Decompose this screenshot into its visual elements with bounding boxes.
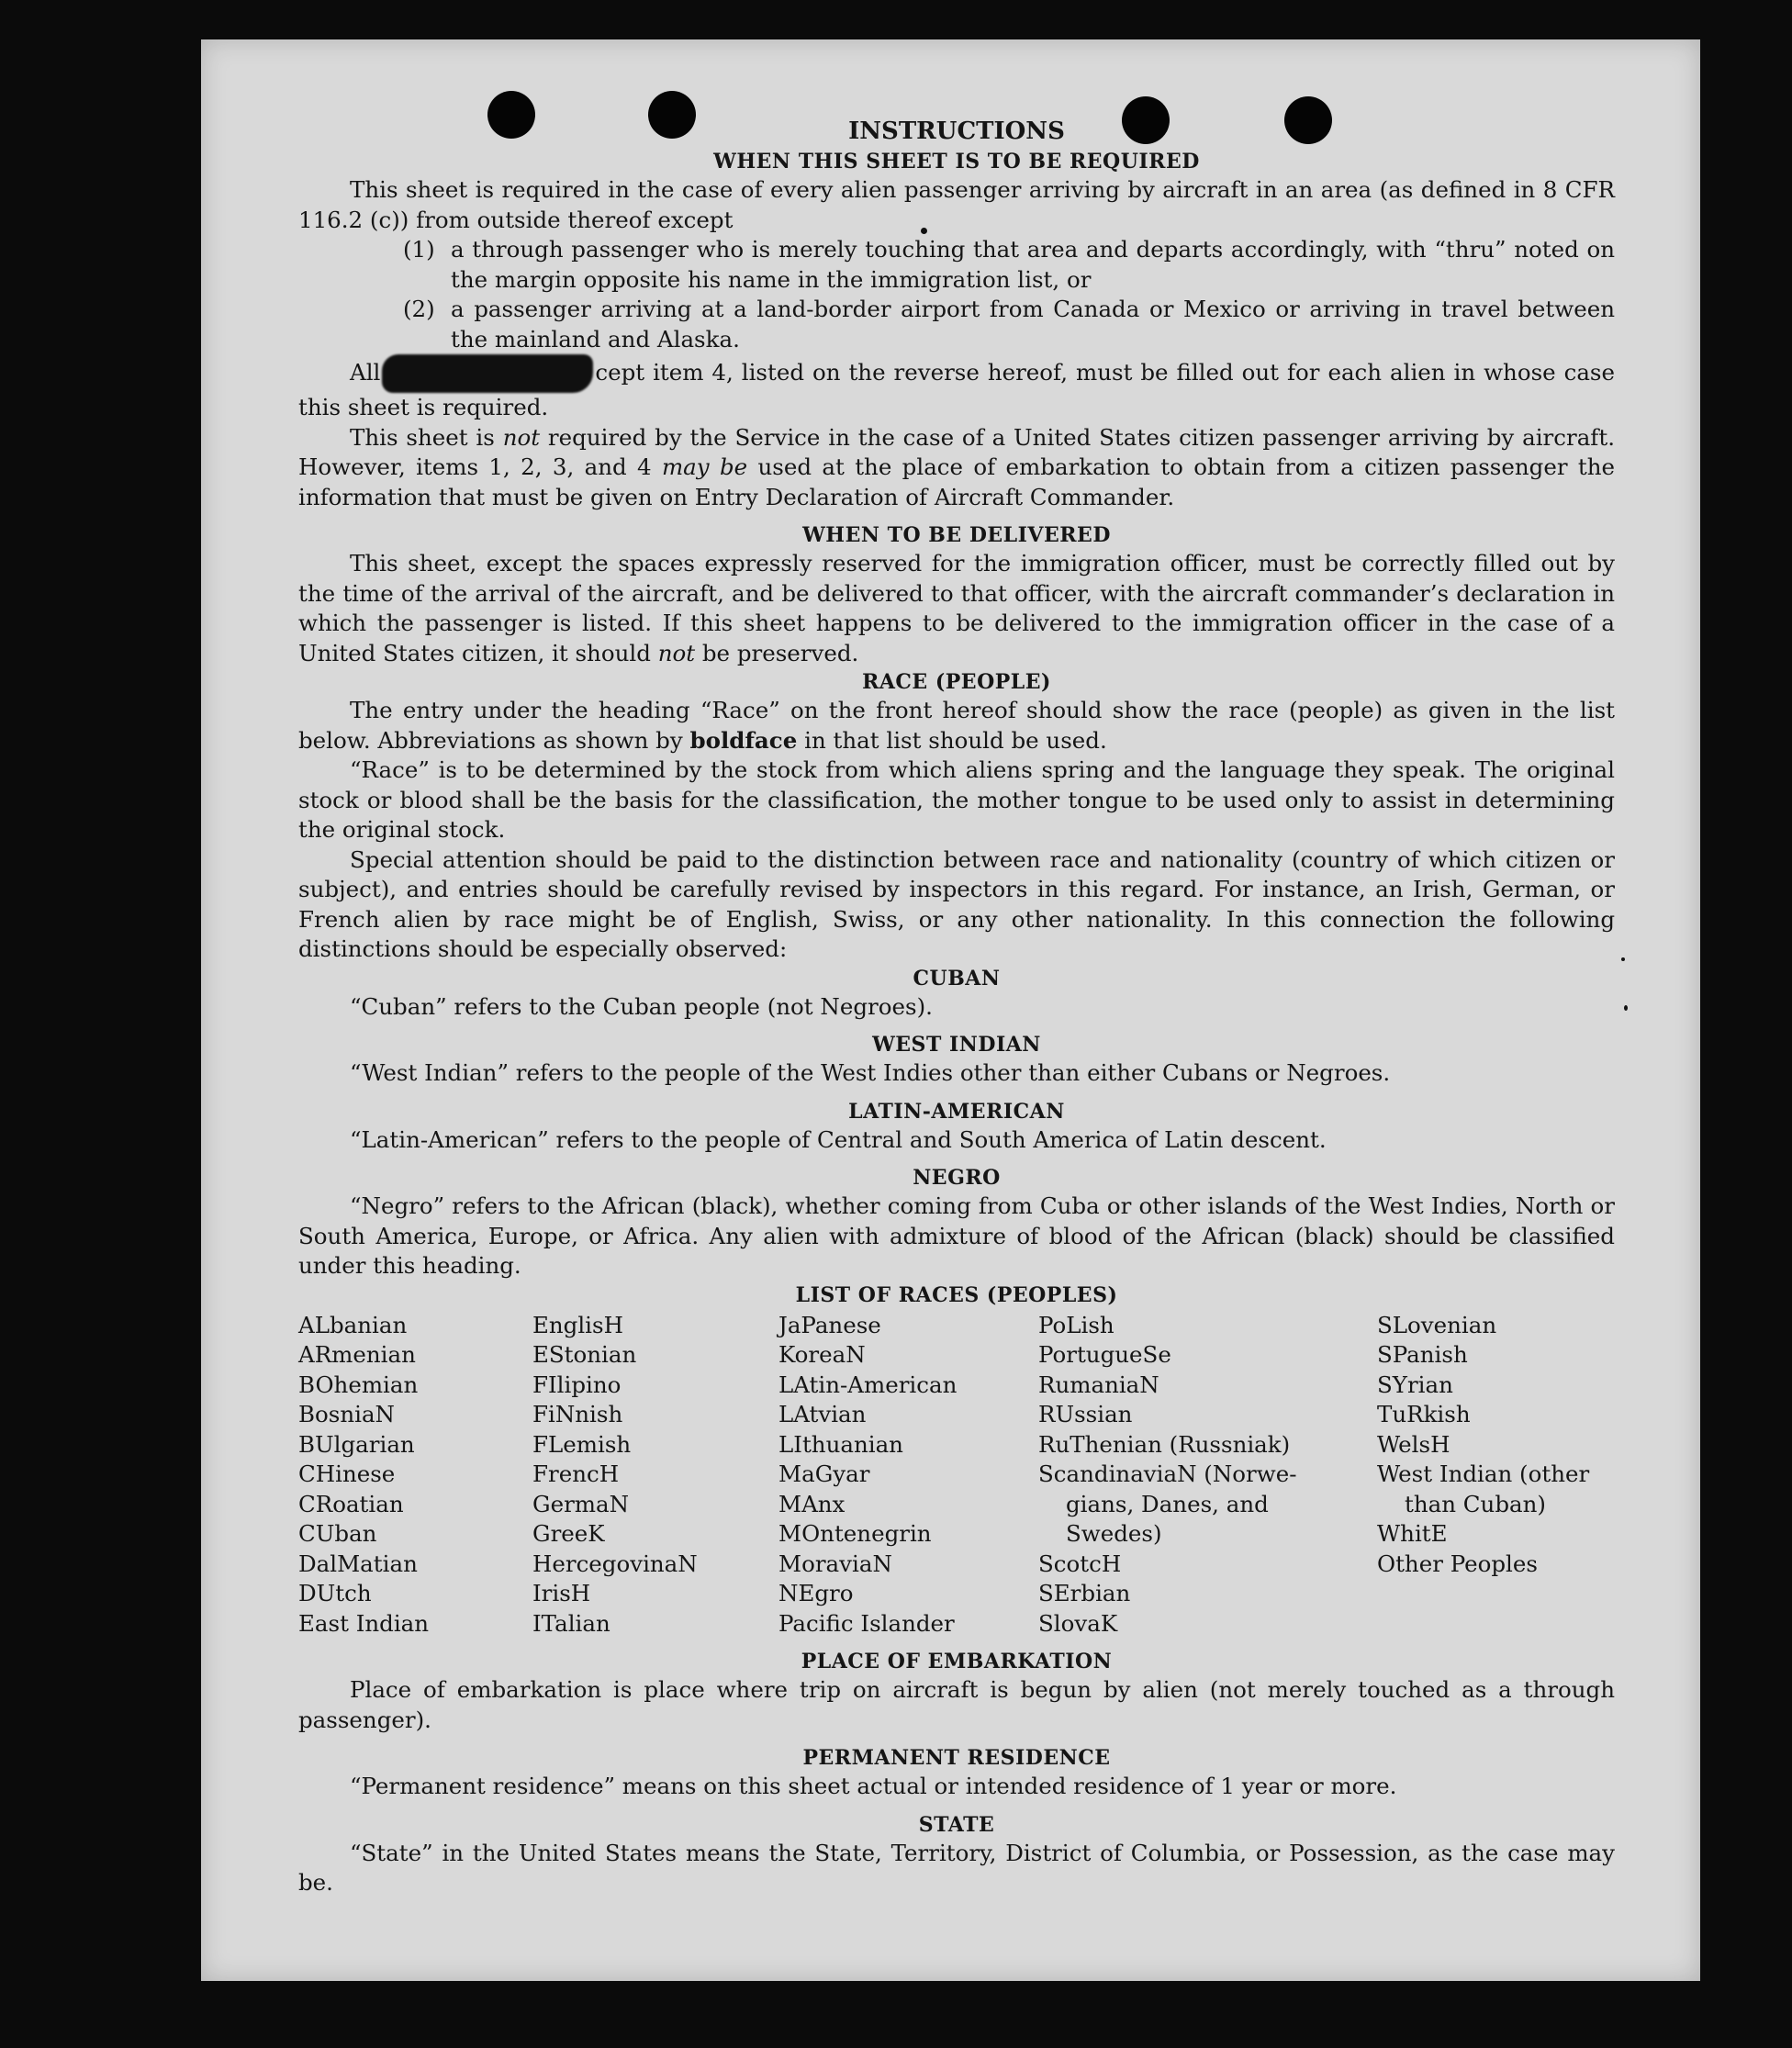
- heading-place-of-embarkation: PLACE OF EMBARKATION: [801, 1650, 1113, 1673]
- race-entry: ScandinaviaN (Norwe-: [1038, 1460, 1297, 1487]
- race-entry: BosniaN: [298, 1401, 395, 1427]
- instructions-text: [298, 115, 1615, 1898]
- races-column-3: [778, 1311, 1038, 1640]
- race-entry: West Indian (other: [1377, 1460, 1590, 1487]
- heading-cuban: CUBAN: [913, 966, 1001, 990]
- races-column-5: [1377, 1311, 1615, 1640]
- race-entry: PortugueSe: [1038, 1341, 1171, 1368]
- race-entry: RuThenian (Russniak): [1038, 1430, 1291, 1458]
- race-entry: MAnx: [778, 1490, 846, 1517]
- page-title: INSTRUCTIONS: [848, 118, 1065, 145]
- race-entry: SErbian: [1038, 1580, 1131, 1606]
- exception-list: [298, 235, 1615, 354]
- race-entry: EStonian: [532, 1341, 637, 1368]
- race-entry: WhitE: [1377, 1520, 1448, 1547]
- paragraph-all-items: All cept item 4, listed on the reverse hereof, must be filled out for each alien in whose case this sheet is required.: [298, 354, 1615, 423]
- paragraph-latin-american: “Latin-American” refers to the people of Central and South America of Latin descent.: [350, 1125, 1327, 1153]
- paragraph-negro: “Negro” refers to the African (black), whether coming from Cuba or other islands of the West Indies, North or South America, Europe, or Africa. Any alien with admixture of blood of the African (black) should be classified under this heading.: [298, 1192, 1615, 1279]
- race-entry: GreeK: [532, 1520, 605, 1547]
- heading-when-delivered: WHEN TO BE DELIVERED: [802, 523, 1111, 547]
- race-entry: WelsH: [1377, 1430, 1450, 1458]
- race-entry: ScotcH: [1038, 1550, 1122, 1577]
- document-page: [201, 39, 1700, 1981]
- race-entry: NEgro: [778, 1580, 854, 1606]
- heading-permanent-residence: PERMANENT RESIDENCE: [802, 1746, 1111, 1770]
- race-entry: SYrian: [1377, 1371, 1453, 1398]
- race-entry: CRoatian: [298, 1490, 404, 1517]
- race-entry: East Indian: [298, 1609, 430, 1637]
- race-entry: FiNnish: [532, 1401, 623, 1427]
- race-entry: BOhemian: [298, 1371, 419, 1398]
- heading-state: STATE: [918, 1812, 995, 1837]
- paragraph-west-indian: “West Indian” refers to the people of the West Indies other than either Cubans or Negroes.: [350, 1059, 1391, 1086]
- paragraph-race-1: The entry under the heading “Race” on the front hereof should show the race (people) as given in the list below. Abbreviations as shown by boldface in that list should be used.: [298, 697, 1615, 754]
- races-list: [298, 1311, 1615, 1640]
- race-entry: FIlipino: [532, 1371, 622, 1398]
- paragraph-embarkation: Place of embarkation is place where trip on aircraft is begun by alien (not merely touched as a through passenger).: [298, 1676, 1615, 1733]
- race-entry-continued: Swedes): [1066, 1520, 1162, 1547]
- heading-latin-american: LATIN-AMERICAN: [848, 1099, 1065, 1124]
- race-entry: SLovenian: [1377, 1311, 1497, 1338]
- race-entry: PoLish: [1038, 1311, 1114, 1338]
- race-entry: ALbanian: [298, 1311, 408, 1338]
- race-entry: LAtin-American: [778, 1371, 958, 1398]
- paragraph-state: “State” in the United States means the State, Territory, District of Columbia, or Possession, as the case may be.: [298, 1839, 1615, 1896]
- race-entry: RUssian: [1038, 1401, 1133, 1427]
- race-entry: IrisH: [532, 1580, 591, 1606]
- paragraph-race-3: Special attention should be paid to the distinction between race and nationality (country of which citizen or subject), and entries should be carefully revised by inspectors in this regard. For instance, an Irish, German, or French alien by race might be of English, Swiss, or any other nationality. In this connection the following distinctions should be especially observed:: [298, 845, 1615, 962]
- paragraph-delivered: This sheet, except the spaces expressly reserved for the immigration officer, must be correctly filled out by the time of the arrival of the aircraft, and be delivered to that officer, with the aircraft commander’s declaration in which the passenger is listed. If this sheet happens to be delivered to the immigration officer in the case of a United States citizen, it should not be preserved.: [298, 550, 1615, 666]
- race-entry: SPanish: [1377, 1341, 1468, 1368]
- race-entry: RumaniaN: [1038, 1371, 1159, 1398]
- paragraph-cuban: “Cuban” refers to the Cuban people (not Negroes).: [350, 992, 933, 1020]
- heading-list-of-races: LIST OF RACES (PEOPLES): [795, 1282, 1118, 1307]
- list-item: (1) a through passenger who is merely touching that area and departs accordingly, with “thru” noted on the margin opposite his name in the immigration list, or: [403, 236, 1615, 293]
- heading-negro: NEGRO: [913, 1166, 1001, 1190]
- race-entry: FrencH: [532, 1460, 620, 1487]
- race-entry: MOntenegrin: [778, 1520, 932, 1547]
- races-column-2: [532, 1311, 778, 1640]
- race-entry-continued: gians, Danes, and: [1066, 1490, 1269, 1517]
- heading-race: RACE (PEOPLE): [862, 670, 1051, 694]
- paragraph-race-2: “Race” is to be determined by the stock from which aliens spring and the language they speak. The original stock or blood shall be the basis for the classification, the mother tongue to be used only to assist in determining the original stock.: [298, 756, 1615, 843]
- race-entry: LIthuanian: [778, 1430, 903, 1458]
- race-entry: KoreaN: [778, 1341, 866, 1368]
- race-entry: BUlgarian: [298, 1430, 415, 1458]
- race-entry: GermaN: [532, 1490, 630, 1517]
- heading-west-indian: WEST INDIAN: [872, 1033, 1041, 1057]
- list-item: (2) a passenger arriving at a land-border airport from Canada or Mexico or arriving in travel between the mainland and Alaska.: [403, 296, 1615, 353]
- race-entry: DUtch: [298, 1580, 372, 1606]
- race-entry: MoraviaN: [778, 1550, 892, 1577]
- ink-speck: [1624, 1005, 1628, 1011]
- races-column-4: [1038, 1311, 1377, 1640]
- race-entry: ARmenian: [298, 1341, 416, 1368]
- race-entry: TuRkish: [1377, 1401, 1471, 1427]
- paragraph-required-intro: This sheet is required in the case of every alien passenger arriving by aircraft in an area (as defined in 8 CFR 116.2 (c)) from outside thereof except: [298, 176, 1615, 233]
- heading-when-required: WHEN THIS SHEET IS TO BE REQUIRED: [713, 150, 1200, 173]
- race-entry: FLemish: [532, 1430, 632, 1458]
- race-entry: EnglisH: [532, 1311, 623, 1338]
- race-entry: CUban: [298, 1520, 377, 1547]
- redaction-mark: [382, 354, 593, 393]
- paragraph-citizen: This sheet is not required by the Service in the case of a United States citizen passenger arriving by aircraft. However, items 1, 2, 3, and 4 may be used at the place of embarkation to obtain from a citizen passenger the information that must be given on Entry Declaration of Aircraft Commander.: [298, 423, 1615, 510]
- race-entry: HercegovinaN: [532, 1550, 698, 1577]
- races-column-1: [298, 1311, 532, 1640]
- race-entry: MaGyar: [778, 1460, 870, 1487]
- paragraph-residence: “Permanent residence” means on this sheet actual or intended residence of 1 year or more.: [350, 1773, 1397, 1799]
- race-entry: JaPanese: [778, 1311, 881, 1338]
- ink-speck: [1621, 957, 1625, 961]
- race-entry: Other Peoples: [1377, 1550, 1538, 1577]
- race-entry-continued: than Cuban): [1405, 1490, 1546, 1517]
- race-entry: CHinese: [298, 1460, 396, 1487]
- race-entry: LAtvian: [778, 1401, 867, 1427]
- race-entry: DalMatian: [298, 1550, 418, 1577]
- race-entry: SlovaK: [1038, 1609, 1118, 1637]
- race-entry: ITalian: [532, 1609, 610, 1637]
- race-entry: Pacific Islander: [778, 1609, 955, 1637]
